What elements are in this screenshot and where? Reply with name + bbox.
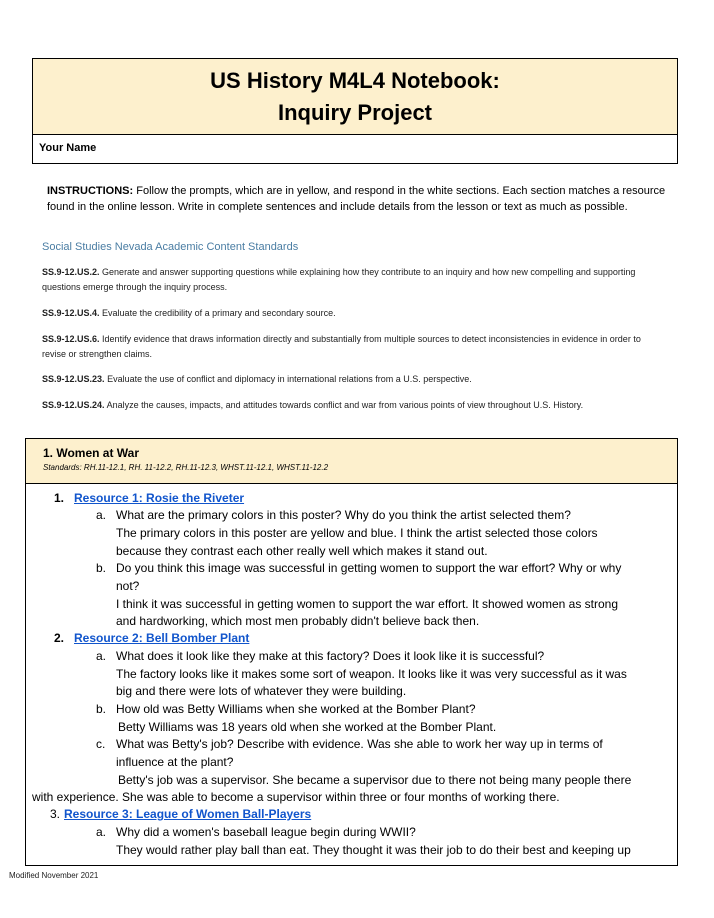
answer-text[interactable]: The factory looks like it makes some sort of weapon. It looks like it was very successful as it was <box>116 667 627 681</box>
question-text: Why did a women's baseball league begin during WWII? <box>116 825 416 839</box>
list-marker: b. <box>96 561 107 575</box>
instructions-text: Follow the prompts, which are in yellow, and respond in the white sections. Each section matches a resource found in the online lesson. Write in complete sentences and include details from the lesson or text as much as possible. <box>47 185 666 213</box>
title-box <box>32 58 678 164</box>
answer-text[interactable]: Betty's job was a supervisor. She became a supervisor due to there not being many people there <box>118 773 632 787</box>
standard-text: Evaluate the use of conflict and diplomacy in international relations from a U.S. perspective. <box>107 374 472 384</box>
standard-code: SS.9-12.US.2. <box>42 267 100 277</box>
answer-text[interactable]: and hardworking, which most men probably didn't believe back then. <box>116 614 480 628</box>
list-number: 2. <box>54 631 65 645</box>
page-title-line2: Inquiry Project <box>277 100 433 125</box>
question-text: What does it look like they make at this factory? Does it look like it is successful? <box>116 649 545 663</box>
resource-3-link[interactable]: Resource 3: League of Women Ball-Players <box>64 807 312 821</box>
standard-item <box>42 306 662 321</box>
question-text: influence at the plant? <box>116 755 234 769</box>
resource-1-link[interactable]: Resource 1: Rosie the Riveter <box>74 491 245 505</box>
standard-text: Evaluate the credibility of a primary and secondary source. <box>102 308 336 318</box>
standard-text: Analyze the causes, impacts, and attitudes towards conflict and war from various points of view throughout U.S. History. <box>106 400 584 410</box>
answer-text[interactable]: Betty Williams was 18 years old when she worked at the Bomber Plant. <box>118 720 497 734</box>
footer-modified-date: Modified November 2021 <box>9 871 99 880</box>
standard-item <box>42 265 662 295</box>
your-name-field[interactable] <box>33 135 677 154</box>
section-standards: Standards: RH.11-12.1, RH. 11-12.2, RH.11-12.3, WHST.11-12.1, WHST.11-12.2 <box>43 463 329 472</box>
question-text: What are the primary colors in this poster? Why do you think the artist selected them? <box>116 508 571 522</box>
answer-text[interactable]: The primary colors in this poster are yellow and blue. I think the artist selected those colors <box>116 526 598 540</box>
standard-item <box>42 332 662 362</box>
resource-2-link[interactable]: Resource 2: Bell Bomber Plant <box>74 631 250 645</box>
answer-text[interactable]: They would rather play ball than eat. They thought it was their job to do their best and keeping up <box>116 843 631 857</box>
question-text: not? <box>116 579 140 593</box>
standard-code: SS.9-12.US.24. <box>42 400 105 410</box>
list-number: 1. <box>54 491 65 505</box>
list-marker: b. <box>96 702 107 716</box>
list-marker: a. <box>96 825 107 839</box>
page-title-line1: US History M4L4 Notebook: <box>210 68 500 93</box>
answer-text[interactable]: with experience. She was able to become a supervisor within three or four months of working there. <box>32 790 560 804</box>
standard-code: SS.9-12.US.6. <box>42 334 100 344</box>
section-title: 1. Women at War <box>43 446 140 460</box>
instructions-label: INSTRUCTIONS: <box>47 185 134 197</box>
your-name-label: Your Name <box>39 142 97 154</box>
list-marker: a. <box>96 649 107 663</box>
list-number: 3. <box>50 807 61 821</box>
list-marker: c. <box>96 737 106 751</box>
women-at-war-section <box>25 438 678 866</box>
standard-code: SS.9-12.US.4. <box>42 308 100 318</box>
answer-text[interactable]: because they contrast each other really well which makes it stand out. <box>116 544 488 558</box>
list-marker: a. <box>96 508 107 522</box>
question-text: How old was Betty Williams when she worked at the Bomber Plant? <box>116 702 476 716</box>
standards-heading: Social Studies Nevada Academic Content Standards <box>42 241 299 253</box>
instructions <box>47 183 672 215</box>
title-area <box>33 59 677 135</box>
question-text: What was Betty's job? Describe with evidence. Was she able to work her way up in terms of <box>116 737 603 751</box>
standard-item <box>42 372 662 387</box>
answer-text[interactable]: big and there were lots of whatever they were building. <box>116 684 407 698</box>
standard-item <box>42 398 662 413</box>
standard-text: Identify evidence that draws information directly and substantially from multiple sources to detect inconsistencies in evidence in order to revise or strengthen claims. <box>42 334 641 359</box>
answer-text[interactable]: I think it was successful in getting women to support the war effort. It showed women as strong <box>116 597 619 611</box>
standard-text: Generate and answer supporting questions while explaining how they contribute to an inquiry and how new compelling and supporting questions emerge through the inquiry process. <box>42 267 636 292</box>
section-header <box>26 439 677 484</box>
standard-code: SS.9-12.US.23. <box>42 374 105 384</box>
question-text: Do you think this image was successful in getting women to support the war effort? Why or why <box>116 561 622 575</box>
